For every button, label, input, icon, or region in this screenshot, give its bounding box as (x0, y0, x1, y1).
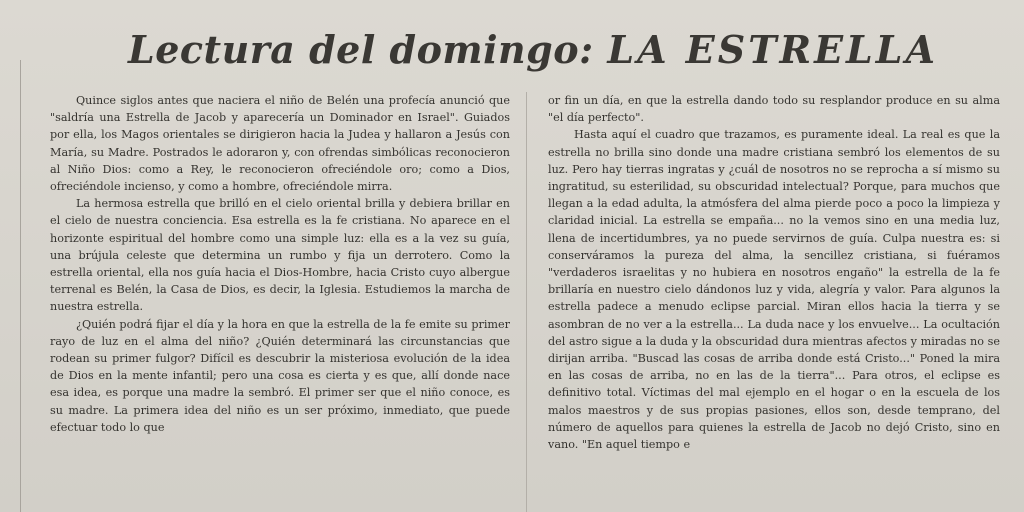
column-divider (526, 92, 527, 512)
right-paragraph: Hasta aquí el cuadro que trazamos, es puramente ideal. La real es que la estrella no brilla sino donde una madre cristiana sembró los elementos de su luz. Pero hay tierras ingratas y ¿cuál de nosotros no se reprocha a sí mismo su ingratitud, su esterilidad, su obscuridad intelectual? Porque, para muchos que llegan a la edad adulta, la atmósfera del alma pierde poco a poco la limpieza y claridad inicial. La estrella se empaña... no la vemos sino en una media luz, llena de incertidumbres, ya no puede servirnos de guía. Culpa nuestra es: si conserváramos la pureza del alma, la sencillez cristiana, si fuéramos "verdaderos israelitas y no hubiera en nosotros engaño" la estrella de la fe brillaría en nuestro cielo dándonos luz y vida, alegría y valor. Para algunos la estrella padece a menudo eclipse parcial. Miran ellos hacia la tierra y se asombran de no ver a la estrella... La duda nace y los envuelve... La ocultación del astro sigue a la duda y la obscuridad dura mientras afectos y miradas no se dirijan arriba. "Buscad las cosas de arriba donde está Cristo..." Poned la mira en las cosas de arriba, no en las de la tierra"... Para otros, el eclipse es definitivo total. Víctimas del mal ejemplo en el hogar o en la escuela de los malos maestros y de sus propias pasiones, ellos son, desde temprano, del número de aquellos para quienes la estrella de Jacob no dejó Cristo, sino en vano. "En aquel tiempo e (548, 128, 1000, 452)
left-paragraph: Quince siglos antes que naciera el niño de Belén una profecía anunció que "saldría una Estrella de Jacob y aparecería un Dominador en Israel". Guiados por ella, los Magos orientales se dirigieron hacia la Judea y hallaron a Jesús con María, su Madre. Postrados le adoraron y, con ofrendas simbólicas reconocieron al Niño Dios: como a Rey, le reconocieron ofreciéndole oro; como a Dios, ofreciéndole incienso, y como a hombre, ofreciéndole mirra. (50, 94, 510, 194)
left-column (50, 92, 510, 512)
right-paragraph: or fin un día, en que la estrella dando todo su resplandor produce en su alma "el día perfecto". (548, 94, 1000, 125)
page-edge-rule (20, 60, 21, 512)
title-main: LA ESTRELLA (607, 27, 938, 72)
article-title (128, 24, 948, 76)
title-prefix: Lectura del domingo: (128, 27, 594, 72)
left-paragraph: ¿Quién podrá fijar el día y la hora en que la estrella de la fe emite su primer rayo de luz en el alma del niño? ¿Quién determinará las circunstancias que rodean su primer fulgor? Difícil es descubrir la misteriosa evolución de la idea de Dios en la mente infantil; pero una cosa es cierta y es que, allí donde nace esa idea, es porque una madre la sembró. El primer ser que el niño conoce, es su madre. La primera idea del niño es un ser próximo, inmediato, que puede efectuar todo lo que (50, 317, 510, 434)
left-paragraph: La hermosa estrella que brilló en el cielo oriental brilla y debiera brillar en el cielo de nuestra conciencia. Esa estrella es la fe cristiana. No aparece en el horizonte espiritual del hombre como una simple luz: ella es a la vez su guía, una brújula celeste que determina un rumbo y fija un derrotero. Como la estrella oriental, ella nos guía hacia el Dios-Hombre, hacia Cristo cuyo albergue terrenal es Belén, la Casa de Dios, es decir, la Iglesia. Estudiemos la marcha de nuestra estrella. (50, 197, 510, 314)
right-column (548, 92, 1000, 512)
